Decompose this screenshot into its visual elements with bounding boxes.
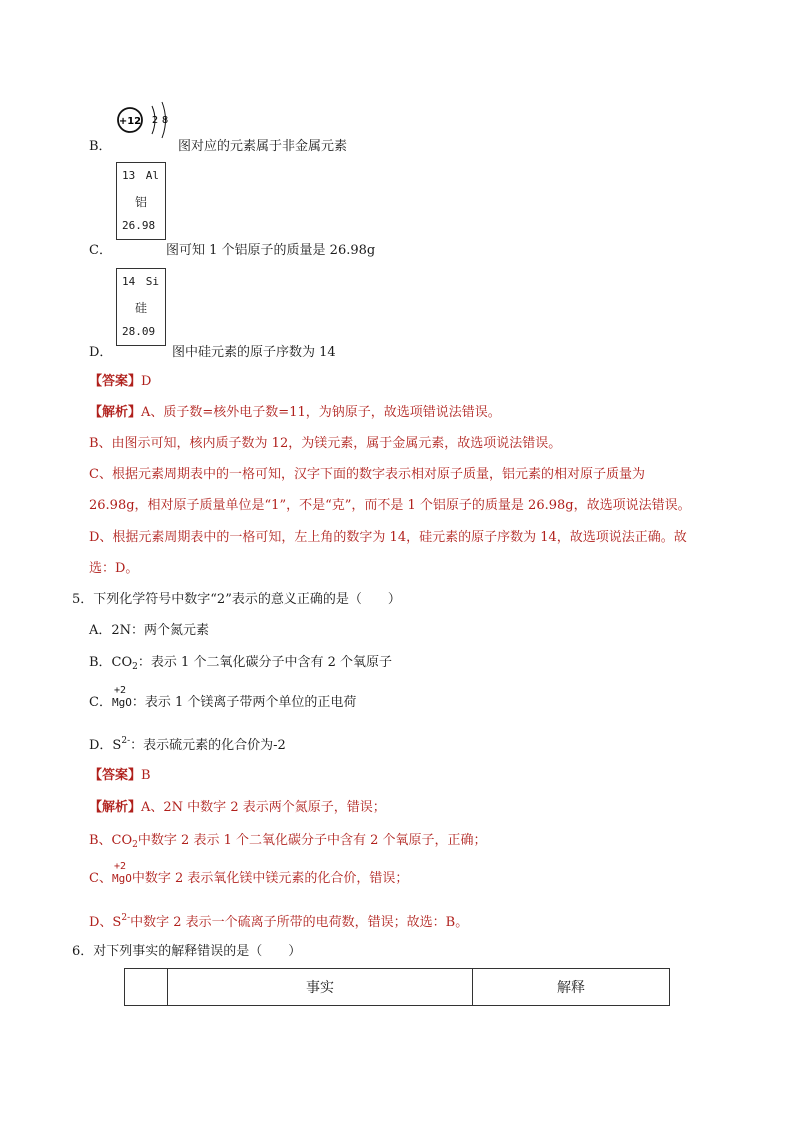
- analysis-tag: 【解析】: [89, 800, 142, 815]
- cell-atomic-number: 14: [122, 275, 136, 288]
- q5-option-a: A．2N：两个氮元素: [89, 623, 210, 638]
- q5-analysis-line-2: B、$CO_2$中数字 2 表示 1 个二氧化碳分子中含有 2 个氧原子，正确；: [89, 833, 487, 850]
- cell-element-name: 铝: [134, 195, 147, 209]
- q5-option-d: D．$S^{2-}$：表示硫元素的化合价为-2: [89, 736, 286, 753]
- answer-tag: 【答案】: [89, 374, 142, 389]
- q5-analysis-line-4: D、$S^{2-}$中数字 2 表示一个硫离子所带的电荷数，错误；故选：B。: [89, 913, 469, 930]
- cell-element-name: 硅: [134, 301, 147, 315]
- q5-answer: [89, 767, 151, 785]
- analysis-tag: 【解析】: [89, 405, 142, 420]
- shell-2-electrons: 8: [161, 115, 169, 126]
- cell-atomic-mass: 28.09: [122, 325, 156, 338]
- q4-analysis-line-1: 【解析】A、质子数=核外电子数=11，为钠原子，故选项错说法错误。: [89, 405, 501, 420]
- table-header-row: [125, 969, 670, 1006]
- table-header-index: [125, 969, 168, 1006]
- shell-1-electrons: 2: [151, 115, 159, 126]
- q5-option-b: B．$CO_2$：表示 1 个二氧化碳分子中含有 2 个氧原子: [89, 655, 392, 672]
- q5-option-c: C． +2 MgO：表示 1 个镁离子带两个单位的正电荷: [89, 684, 356, 712]
- q4-analysis-line-3: C、根据元素周期表中的一格可知，汉字下面的数字表示相对原子质量，铝元素的相对原子质量为: [89, 467, 645, 482]
- option-c-text: 图可知 1 个铝原子的质量是 26.98g: [166, 243, 376, 258]
- cell-symbol: Si: [145, 275, 159, 288]
- table-header-fact: 事实: [168, 969, 473, 1006]
- q4-analysis-line-2: B、由图示可知，核内质子数为 12，为镁元素，属于金属元素，故选项说法错误。: [89, 436, 562, 451]
- option-d-text: 图中硅元素的原子序数为 14: [172, 345, 336, 360]
- answer-value: B: [141, 768, 151, 783]
- oxidation-state: +2: [113, 685, 126, 696]
- oxidation-state: +2: [113, 861, 126, 872]
- q5-analysis-line-1: 【解析】A、2N 中数字 2 表示两个氮原子，错误；: [89, 800, 386, 815]
- q6-stem: 6．对下列事实的解释错误的是（ ）: [72, 944, 302, 959]
- cell-atomic-mass: 26.98: [122, 219, 156, 232]
- option-d-label: D．: [89, 345, 113, 360]
- nucleus-charge: +12: [118, 116, 142, 127]
- silicon-element-cell: [116, 268, 166, 346]
- q4-analysis-line-4: 26.98g，相对原子质量单位是“1”，不是“克”，而不是 1 个铝原子的质量是 26.98g，故选项说法错误。: [89, 498, 691, 513]
- q5-analysis-line-3: C、 +2 MgO中数字 2 表示氧化镁中镁元素的化合价，错误；: [89, 860, 408, 888]
- q4-answer: [89, 373, 151, 391]
- cell-symbol: Al: [145, 169, 159, 182]
- cell-atomic-number: 13: [122, 169, 136, 182]
- aluminum-element-cell: [116, 162, 166, 240]
- mgo-formula: +2 MgO: [112, 860, 132, 888]
- q6-table: [124, 968, 670, 1006]
- option-b-text: 图对应的元素属于非金属元素: [178, 139, 348, 154]
- option-c-label: C．: [89, 243, 112, 258]
- mgo-formula: +2 MgO: [112, 684, 132, 712]
- q4-analysis-line-5: D、根据元素周期表中的一格可知，左上角的数字为 14，硅元素的原子序数为 14，故选项说法正确。故: [89, 530, 687, 545]
- answer-tag: 【答案】: [89, 768, 142, 783]
- table-header-explanation: 解释: [473, 969, 670, 1006]
- q4-analysis-line-6: 选：D。: [89, 561, 139, 576]
- answer-value: D: [141, 374, 152, 389]
- option-b-label: B．: [89, 139, 112, 154]
- q5-stem: 5．下列化学符号中数字“2”表示的意义正确的是（ ）: [72, 592, 401, 607]
- magnesium-atom-structure-diagram: [116, 98, 176, 140]
